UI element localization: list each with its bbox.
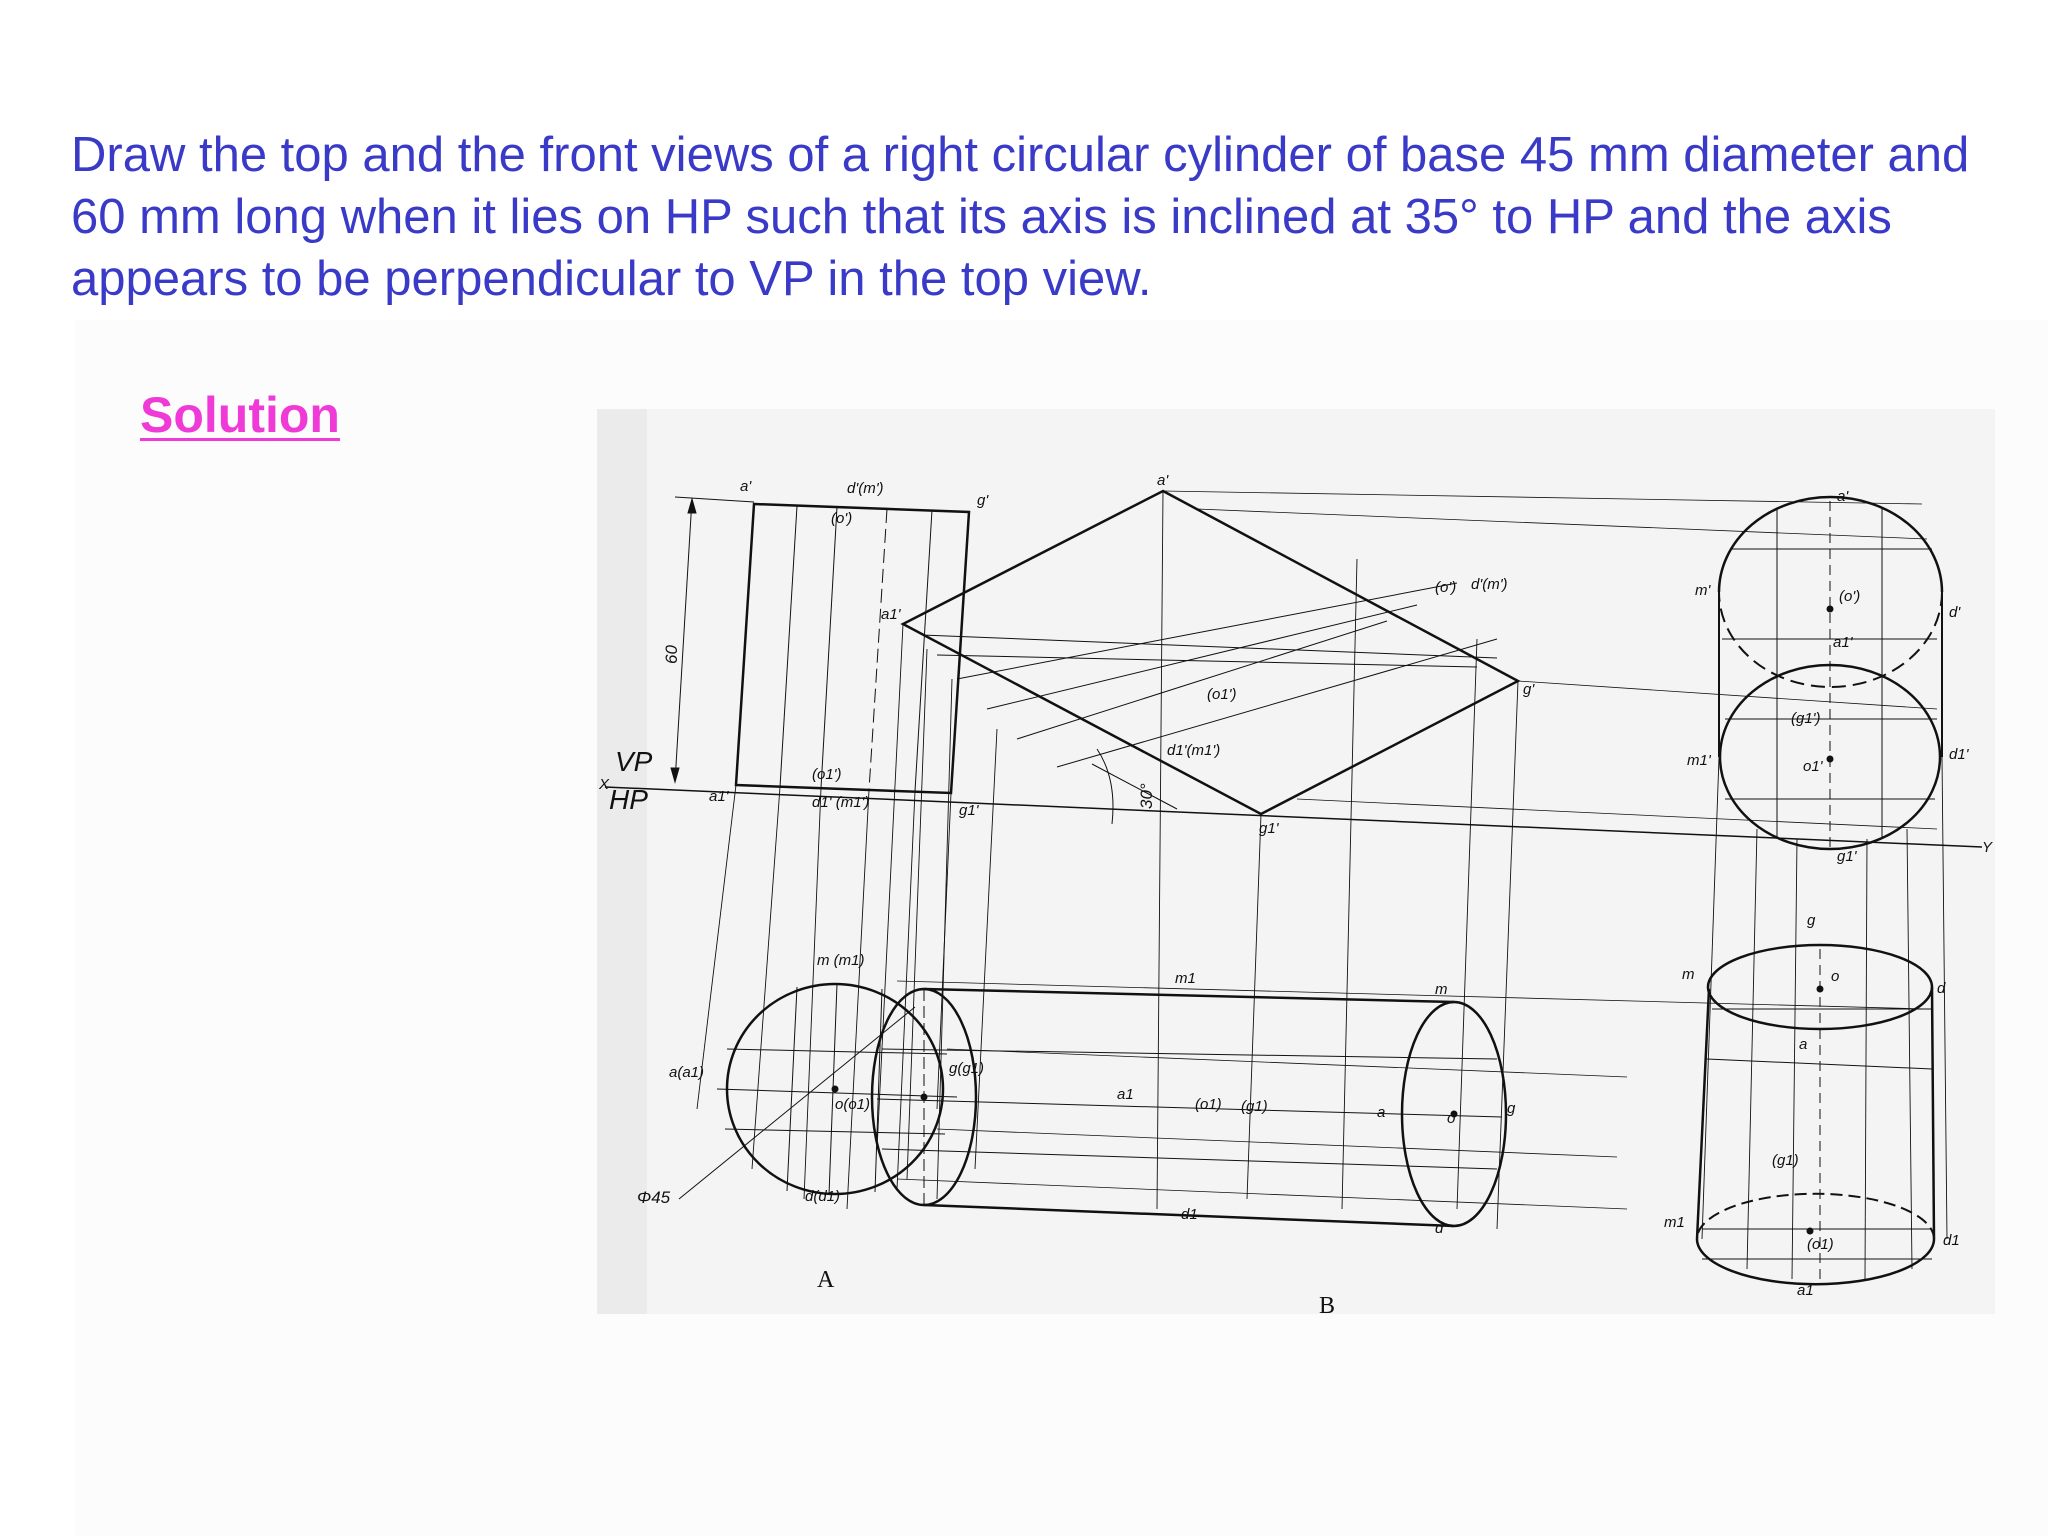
svg-text:d(d1): d(d1) [805,1188,841,1205]
svg-text:m: m [1435,981,1448,998]
svg-text:d1'(m1'): d1'(m1') [1167,742,1221,759]
svg-text:o1': o1' [1803,758,1823,775]
view-a-labels [669,478,989,1205]
svg-text:m (m1): m (m1) [817,952,865,969]
svg-text:d': d' [1949,604,1961,621]
svg-text:a1': a1' [709,788,729,805]
view-b-angle-arc [1092,749,1177,824]
svg-text:(o1'): (o1') [1207,686,1237,703]
svg-text:m': m' [1695,582,1711,599]
view-b-top-cylinder [872,989,1506,1226]
svg-text:(o'): (o') [1435,579,1457,596]
view-a-height-dimension [671,497,754,782]
view-c-labels [1664,488,1970,1299]
view-c-front-circles [1719,497,1942,849]
svg-text:a1': a1' [1833,634,1853,651]
svg-text:g: g [1807,912,1816,929]
svg-text:d1: d1 [1181,1206,1198,1223]
svg-text:d1': d1' [1949,746,1969,763]
svg-text:a: a [1377,1104,1386,1121]
svg-text:m: m [1682,966,1695,983]
svg-text:a(a1): a(a1) [669,1064,705,1081]
svg-text:(o1): (o1) [1807,1236,1834,1253]
hp-label: HP [609,784,648,815]
svg-text:o: o [1831,968,1840,985]
svg-text:d: d [1435,1220,1444,1237]
solution-link[interactable]: Solution [140,387,340,443]
svg-text:g': g' [1523,681,1535,698]
scan-margin [597,409,647,1314]
svg-text:a': a' [740,478,752,495]
svg-text:(o'): (o') [831,510,853,527]
angle-label: 30° [1137,783,1156,809]
svg-text:d'(m'): d'(m') [1471,576,1508,593]
y-label: Y [1982,839,1993,856]
svg-text:(g1'): (g1') [1791,710,1821,727]
svg-text:g1': g1' [1259,820,1279,837]
svg-text:g1': g1' [1837,848,1857,865]
svg-text:d: d [1937,980,1946,997]
svg-text:(o1'): (o1') [812,766,842,783]
svg-text:o: o [1447,1110,1456,1127]
svg-text:o(o1): o(o1) [835,1096,871,1113]
svg-text:g: g [1507,1100,1516,1117]
svg-text:a1: a1 [1117,1086,1134,1103]
svg-text:(g1): (g1) [1241,1098,1268,1115]
svg-text:a1: a1 [1797,1282,1814,1299]
svg-text:a1': a1' [881,606,901,623]
svg-text:a': a' [1157,472,1169,489]
view-a-projectors [697,785,951,1209]
svg-text:g': g' [977,492,989,509]
svg-text:d1' (m1'): d1' (m1') [812,794,870,811]
x-label: X [599,776,610,793]
view-b-labels [881,472,1535,1237]
svg-text:g1': g1' [959,802,979,819]
view-a-top-circle [679,984,957,1199]
svg-text:d'(m'): d'(m') [847,480,884,497]
svg-text:a': a' [1837,488,1849,505]
svg-text:d1: d1 [1943,1232,1960,1249]
problem-statement: Draw the top and the front views of a right circular cylinder of base 45 mm diameter and 60 mm long when it lies on HP such that its axis is inclined at 35° to HP and the axis appears to be perpendicular to VP in the top view. [71,128,1970,306]
view-a-front-rectangle [736,504,969,793]
svg-text:(o'): (o') [1839,588,1861,605]
connecting-projectors [897,491,1937,1209]
drawing-figure [597,409,1995,1314]
caption-a: A [817,1267,835,1293]
caption-b: B [1319,1293,1336,1314]
svg-text:g(g1): g(g1) [949,1060,985,1077]
svg-text:(o1): (o1) [1195,1096,1222,1113]
view-b-projectors [877,491,1518,1229]
diameter-dim-label: Φ45 [637,1188,671,1207]
vp-label: VP [615,746,653,777]
svg-text:(g1): (g1) [1772,1152,1799,1169]
height-dim-label: 60 [662,645,681,664]
svg-text:m1': m1' [1687,752,1711,769]
svg-text:m1: m1 [1664,1214,1685,1231]
svg-text:m1: m1 [1175,970,1196,987]
svg-text:a: a [1799,1036,1808,1053]
view-c-top-cylinder [1697,945,1934,1284]
view-c-projectors [1702,757,1947,1279]
